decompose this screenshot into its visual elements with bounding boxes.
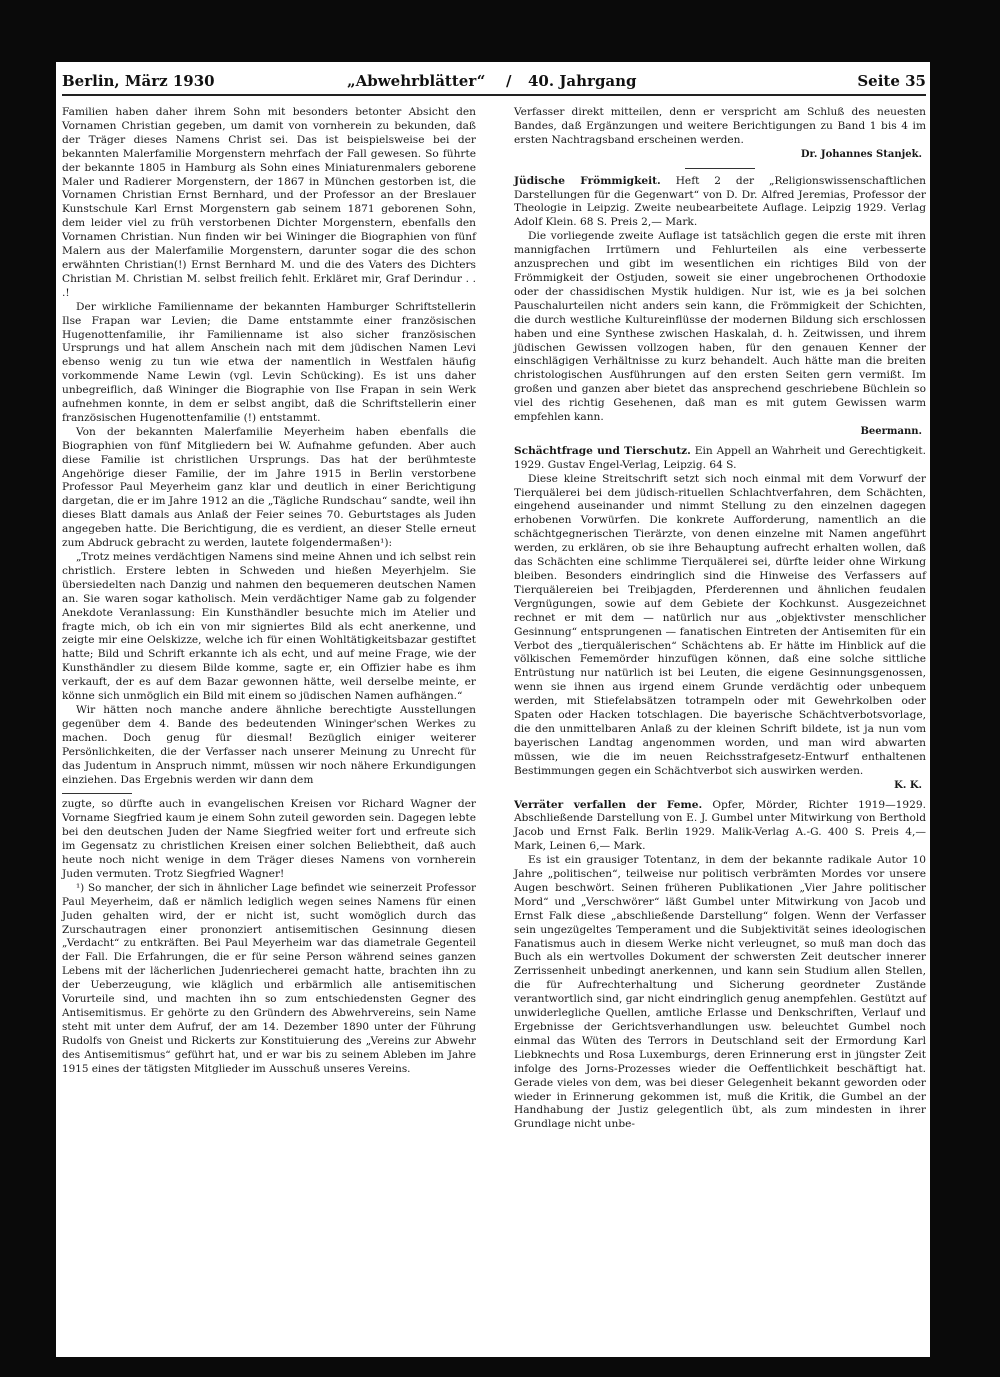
- right-column: [514, 106, 926, 1132]
- review-title: Schächtfrage und Tierschutz.: [514, 444, 691, 457]
- review-heading: [514, 175, 926, 231]
- review-heading: [514, 799, 926, 855]
- paragraph: Verfasser direkt mitteilen, denn er verspricht am Schluß des neuesten Bandes, daß Ergänzungen und weitere Berichtigungen zu Band 1 bis 4 im ersten Nachtragsband erscheinen werden.: [514, 106, 926, 146]
- footnote: ¹) So mancher, der sich in ähnlicher Lage befindet wie seinerzeit Professor Paul Meyerheim, daß er nämlich lediglich wegen seines Namens für einen Juden gehalten wird, der er nicht ist, sucht womöglich durch das Zurschautragen einer prononziert antisemitischen Gesinnung diesen „Verdacht“ zu entkräften. Bei Paul Meyerheim war das diametrale Gegenteil der Fall. Die Erfahrungen, die er für seine Person während seines ganzen Lebens mit der lächerlichen Judenriecherei gemacht hatte, brachten ihn zu der Ueberzeugung, wie kläglich und erbärmlich alle antisemitischen Vorurteile sind, und machten ihn so zum entschiedensten Gegner des Antisemitismus. Er gehörte zu den Gründern des Abwehrvereins, sein Name steht mit unter dem Aufruf, der am 14. Dezember 1890 unter der Führung Rudolfs von Gneist und Rickerts zur Konstituierung des „Vereins zur Abwehr des Antisemitismus“ geführt hat, und er war bis zu seinem Ableben im Jahre 1915 eines der tätigsten Mitglieder im Ausschuß unseres Vereins.: [62, 881, 476, 1075]
- header-place-date: Berlin, März 1930: [62, 72, 215, 90]
- header-rule: [62, 94, 926, 96]
- review-body: Die vorliegende zweite Auflage ist tatsächlich gegen die erste mit ihren mannigfachen Irrtümern und Fehlurteilen als eine verbesserte anzusprechen und gibt im wesentlichen ein richtiges Bild von der Frömmigkeit der Ostjuden, soweit sie einer ungebrochenen Orthodoxie oder der chassidischen Mystik huldigen. Nur ist, wie es ja bei solchen Pauschalurteilen nicht anders sein kann, die Frömmigkeit der Schichten, die durch westliche Kultureinflüsse der modernen Bildung sich erschlossen haben und eine Synthese zwischen Haskalah, d. h. Zeitwissen, und ihrem jüdischen Gewissen vollzogen haben, für den genauen Kenner der einschlägigen Verhältnisse zu kurz behandelt. Auch hätte man die breiten christologischen Ausführungen auf den ersten Seiten gern vermißt. Im großen und ganzen aber bietet das ansprechend geschriebene Büchlein so viel des richtig Gesehenen, daß man es mit gutem Gewissen warm empfehlen kann.: [514, 230, 926, 424]
- header-volume: 40. Jahrgang: [528, 72, 637, 90]
- review-body: Es ist ein grausiger Totentanz, in dem der bekannte radikale Autor 10 Jahre „politischen“, teilweise nur politisch verbrämten Mordes vor unsere Augen beschwört. Seinen früheren Publikationen „Vier Jahre politischer Mord“ und „Verschwörer“ läßt Gumbel unter Mitwirkung von Jacob und Ernst Falk diese „abschließende Darstellung“ folgen. Wenn der Verfasser sein ungezügeltes Temperament und die Subjektivität seines ideologischen Fanatismus auch in diesem Werke nicht verleugnet, so muß man doch das Buch als ein wertvolles Dokument der schwersten Zeit deutscher innerer Zerrissenheit unbedingt anerkennen, und kann sein Studium allen Stellen, die für Aufrechterhaltung und Sicherung geordneter Zustände verantwortlich sind, gar nicht eindringlich genug anempfehlen. Gestützt auf unwiderlegliche Quellen, amtliche Erlasse und Denkschriften, Verlauf und Ergebnisse der Gerichtsverhandlungen usw. beleuchtet Gumbel noch einmal das Wüten des Terrors in Deutschland seit der Ermordung Karl Liebknechts und Rosa Luxemburgs, deren Erinnerung erst in jüngster Zeit infolge des Jorns-Prozesses wieder die Oeffentlichkeit beschäftigt hat. Gerade vieles von dem, was bei dieser Gelegenheit bekannt geworden oder wieder in Erinnerung gekommen ist, muß die Kritik, die Gumbel an der Handhabung der Justiz gelegentlich übt, als zum mindesten in ihrer Grundlage nicht unbe-: [514, 854, 926, 1131]
- reviewer-signature: K. K.: [894, 779, 922, 791]
- review-heading: [514, 445, 926, 473]
- review-bibliography: Ein Appell an Wahrheit und Gerechtigkeit. 1929. Gustav Engel-Verlag, Leipzig. 64 S.: [514, 444, 926, 471]
- paragraph: Familien haben daher ihrem Sohn mit besonders betonter Absicht den Vornamen Christian gegeben, um damit von vornherein zu bekunden, daß der Träger dieses Namens Christ sei. Das ist beispielsweise bei der bekannten Malerfamilie Morgenstern mehrfach der Fall gewesen. So führte der bekannte 1805 in Hamburg als Sohn eines Miniaturenmalers geborene Maler und Radierer Morgenstern, der 1867 in München gestorben ist, die Vornamen Christian Ernst Bernhard, und der Professor an der Breslauer Kunstschule Karl Ernst Morgenstern gab seinem 1871 geborenen Sohn, dem leider viel zu früh verstorbenen Dichter Morgenstern, ebenfalls den Vornamen Christian. Nun finden wir bei Wininger die Biographien von fünf Malern aus der Malerfamilie Morgenstern, darunter sogar die des schon erwähnten Christian(!) Ernst Bernhard M. und die des Vaters des Dichters Christian M. Christian M. selbst freilich fehlt. Erkläret mir, Graf Derindur . . .!: [62, 106, 476, 299]
- review-title: Jüdische Frömmigkeit.: [514, 174, 661, 187]
- page-header: [62, 68, 926, 96]
- author-signature: Dr. Johannes Stanjek.: [800, 148, 922, 160]
- left-column: [62, 106, 476, 1077]
- review-title: Verräter verfallen der Feme.: [514, 798, 703, 811]
- review-bibliography: Opfer, Mörder, Richter 1919—1929. Abschließende Darstellung von E. J. Gumbel unter Mitwirkung von Berthold Jacob und Ernst Falk. Berlin 1929. Malik-Verlag A.-G. 400 S. Preis 4,— Mark, Leinen 6,— Mark.: [514, 798, 926, 853]
- review-bibliography: Heft 2 der „Religionswissenschaftlichen Darstellungen für die Gegenwart“ von D. Dr. Alfred Jeremias, Professor der Theologie in Leipzig. Zweite neubearbeitete Auflage. Leipzig 1929. Verlag Adolf Klein. 68 S. Preis 2,— Mark.: [514, 174, 927, 229]
- quotation: „Trotz meines verdächtigen Namens sind meine Ahnen und ich selbst rein christlich. Erstere lebten in Schweden und hießen Meyerhjelm. Sie übersiedelten nach Danzig und nahmen den bequemeren deutschen Namen an. Sie waren sogar katholisch. Mein verdächtiger Name gab zu folgender Anekdote Veranlassung: Ein Kunsthändler besuchte mich im Atelier und fragte mich, ob ich ein von mir signiertes Bild als echt anerkenne, und zeigte mir eine Oelskizze, welche ich für einen Wohltätigkeitsbazar gestiftet hatte; Bild und Schrift erkannte ich als echt, und auf meine Frage, wie der Kunsthändler zu diesem Bilde komme, sagte er, ein Offizier habe es ihm verkauft, der es auf dem Bazar gewonnen hätte, weil derselbe meinte, er könne sich unmöglich ein Bild mit einem so jüdischen Namen aufhängen.“: [62, 551, 476, 703]
- header-page-number: Seite 35: [857, 72, 926, 90]
- reviewer-signature: Beermann.: [860, 425, 922, 437]
- paragraph: zugte, so dürfte auch in evangelischen Kreisen vor Richard Wagner der Vorname Siegfried kaum je einem Sohn zuteil geworden sein. Dagegen lebte bei den deutschen Juden der Name Siegfried weiter fort und erfreute sich im Gegensatz zu christlichen Kreisen einer solchen Beliebtheit, daß auch heute noch nicht wenige in dem Träger dieses Namens von vornherein Juden vermuten. Trotz Siegfried Wagner!: [62, 798, 476, 880]
- header-publication-title: „Abwehrblätter“: [347, 72, 486, 90]
- paragraph: Wir hätten noch manche andere ähnliche berechtigte Ausstellungen gegenüber dem 4. Bande des bedeutenden Wininger'schen Werkes zu machen. Doch genug für diesmal! Bezüglich einiger weiterer Persönlichkeiten, die der Verfasser nach unserer Meinung zu Unrecht für das Judentum in Anspruch nimmt, müssen wir noch nähere Erkundigungen einziehen. Das Ergebnis werden wir dann dem: [62, 703, 476, 786]
- section-divider: [685, 168, 755, 169]
- paragraph: Von der bekannten Malerfamilie Meyerheim haben ebenfalls die Biographien von fünf Mitgliedern bei W. Aufnahme gefunden. Aber auch diese Familie ist christlichen Ursprungs. Das hat der berühmteste Angehörige dieser Familie, der im Jahre 1915 in Berlin verstorbene Professor Paul Meyerheim ganz klar und deutlich in einer Berichtigung dargetan, die er im Jahre 1912 an die „Tägliche Rundschau“ sandte, weil ihn dieses Blatt damals aus Anlaß der Feier seines 70. Geburtstages als Juden angegeben hatte. Die Berichtigung, die es verdient, an dieser Stelle erneut zum Abdruck gebracht zu werden, lautete folgendermaßen¹):: [62, 425, 476, 550]
- paragraph: Der wirkliche Familienname der bekannten Hamburger Schriftstellerin Ilse Frapan war Levien; die Dame entstammte einer französischen Hugenottenfamilie, ihr Familienname ist also sicher französischen Ursprungs und hat allem Anschein nach mit dem jüdischen Namen Levi ebenso wenig zu tun wie etwa der namentlich in Westfalen häufig vorkommende Name Lewin (vgl. Levin Schücking). Es ist uns daher unbegreiflich, daß Wininger die Biographie von Ilse Frapan in sein Werk aufnehmen konnte, in dem er selbst angibt, daß die Schriftstellerin einer französischen Hugenottenfamilie (!) entstammt.: [62, 300, 476, 424]
- newspaper-page: [56, 62, 930, 1357]
- header-separator: /: [506, 72, 512, 90]
- review-body: Diese kleine Streitschrift setzt sich noch einmal mit dem Vorwurf der Tierquälerei bei dem jüdisch-rituellen Schlachtverfahren, dem Schächten, eingehend auseinander und nimmt Stellung zu den einzelnen dagegen erhobenen Vorwürfen. Die konkrete Aufforderung, namentlich an die schächtgegnerischen Tierärzte, von denen einzelne mit Namen angeführt werden, zu erklären, ob sie ihre Behauptung aufrecht erhalten wollen, daß das Schächten eine schlimme Tierquälerei sei, dürfte leider ohne Wirkung bleiben. Besonders eindringlich sind die Hinweise des Verfassers auf Tierquälereien bei Treibjagden, Pferderennen und ähnlichen feudalen Vergnügungen, sowie auf dem Gebiete der Kochkunst. Ausgezeichnet rechnet er mit dem — natürlich nur aus „objektivster menschlicher Gesinnung“ entsprungenen — fanatischen Eintreten der Antisemiten für ein Verbot des „tierquälerischen“ Schächtens ab. Er hätte im Hinblick auf die völkischen Fememörder hinzufügen können, daß eine solche sittliche Entrüstung nur natürlich ist bei Leuten, die eigene Gesinnungsgenossen, wenn sie ihnen aus irgend einem Grunde verdächtig oder unbequem werden, mit Stiefelabsätzen totrampeln oder mit Gewehrkolben oder Spaten oder Hacken totschlagen. Die bayerische Schächtverbotsvorlage, die den unmittelbaren Anlaß zu der kleinen Schrift bildete, ist ja nun vom bayerischen Landtag angenommen worden, und man wird abwarten müssen, wie die im neuen Reichsstrafgesetz-Entwurf enthaltenen Bestimmungen gegen ein Schächtverbot sich auswirken werden.: [514, 472, 926, 777]
- footnote-divider: [62, 793, 132, 794]
